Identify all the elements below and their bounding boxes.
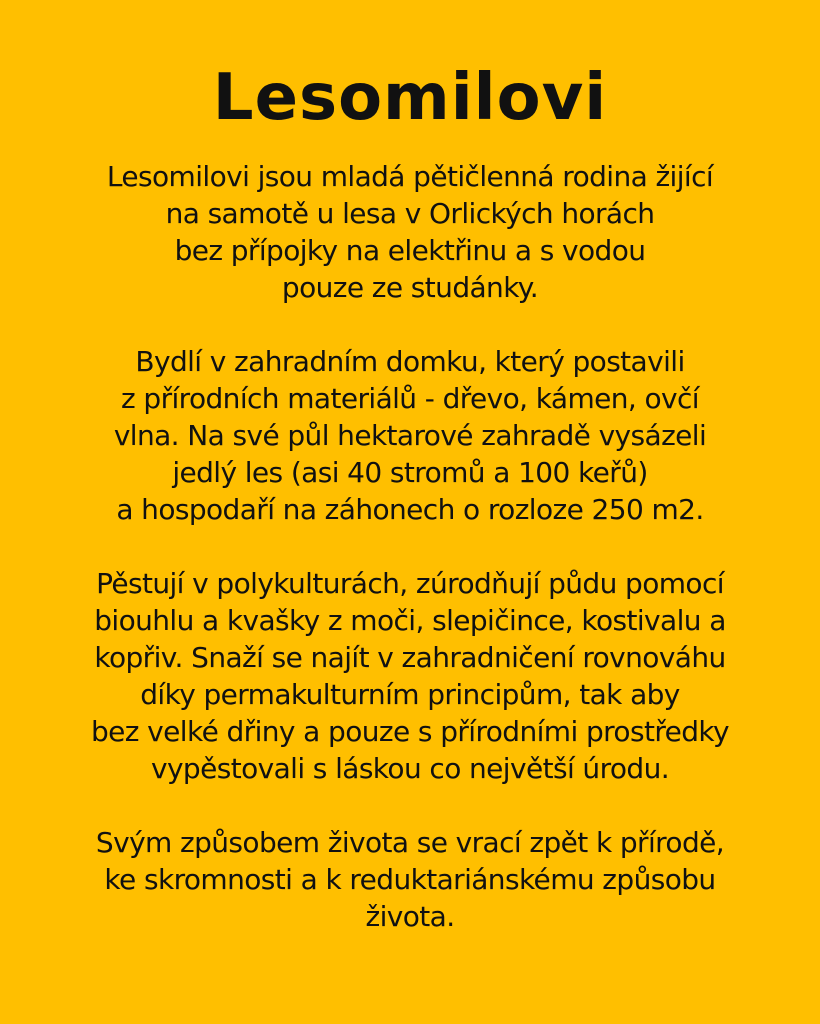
- text-line: z přírodních materiálů - dřevo, kámen, ovčí: [121, 382, 699, 415]
- text-line: biouhlu a kvašky z moči, slepičince, kostivalu a: [94, 604, 726, 637]
- paragraph-intro: [0, 158, 820, 306]
- text-line: Bydlí v zahradním domku, který postavili: [135, 345, 685, 378]
- text-line: vlna. Na své půl hektarové zahradě vysázeli: [113, 419, 707, 452]
- text-line: Svým způsobem života se vrací zpět k přírodě,: [95, 826, 725, 859]
- text-line: Pěstují v polykulturách, zúrodňují půdu pomocí: [96, 567, 724, 600]
- paragraph-gardening: [0, 565, 820, 787]
- text-line: a hospodaří na záhonech o rozloze 250 m2.: [116, 493, 704, 526]
- text-line: bez přípojky na elektřinu a s vodou: [174, 234, 646, 267]
- text-line: Lesomilovi jsou mladá pětičlenná rodina žijící: [106, 160, 714, 193]
- paragraph-lifestyle: [0, 824, 820, 935]
- text-line: bez velké dřiny a pouze s přírodními prostředky: [90, 715, 730, 748]
- page-title: Lesomilovi: [212, 61, 608, 135]
- text-line: pouze ze studánky.: [281, 271, 539, 304]
- text-line: vypěstovali s láskou co největší úrodu.: [150, 752, 670, 785]
- body-text: [0, 158, 820, 972]
- paragraph-home: [0, 343, 820, 528]
- text-line: na samotě u lesa v Orlických horách: [165, 197, 655, 230]
- text-line: jedlý les (asi 40 stromů a 100 keřů): [172, 456, 648, 489]
- text-line: ke skromnosti a k reduktariánskému způsobu: [104, 863, 716, 896]
- text-line: díky permakulturním principům, tak aby: [140, 678, 680, 711]
- text-line: života.: [365, 900, 455, 933]
- text-line: kopřiv. Snaží se najít v zahradničení rovnováhu: [94, 641, 726, 674]
